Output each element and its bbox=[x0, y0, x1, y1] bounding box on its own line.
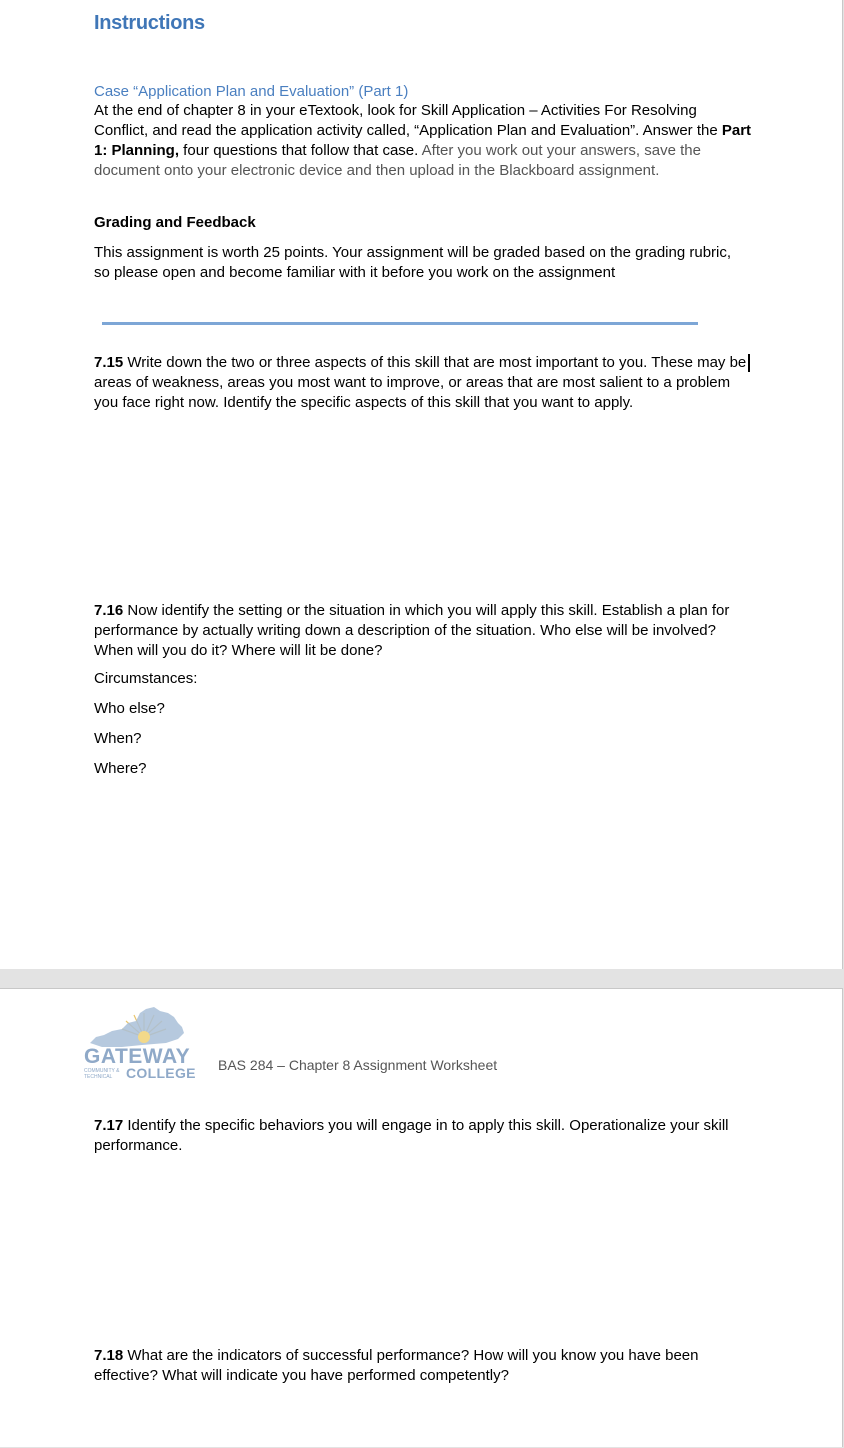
intro-paragraph[interactable] bbox=[94, 101, 754, 181]
intro-bold-part: Part 1: Planning, bbox=[94, 122, 752, 159]
circumstances-label[interactable]: Circumstances: bbox=[94, 670, 198, 687]
where-label[interactable]: Where? bbox=[94, 760, 147, 777]
intro-text-2: four questions that follow that case. bbox=[179, 142, 419, 159]
when-label[interactable]: When? bbox=[94, 730, 142, 747]
question-7-15-text: Write down the two or three aspects of this skill that are most important to you. These may be areas of weakness, areas you most want to improve, or areas that are most salient to a problem you face right now. Identify the specific aspects of this skill that you want to apply. bbox=[94, 354, 747, 411]
instructions-heading: Instructions bbox=[94, 12, 205, 34]
logo-community-text: COMMUNITY & TECHNICAL bbox=[84, 1068, 120, 1080]
grading-heading: Grading and Feedback bbox=[94, 214, 256, 231]
grading-paragraph[interactable]: This assignment is worth 25 points. Your assignment will be graded based on the grading rubric, so please open and become familiar with it before you work on the assignment bbox=[94, 244, 732, 281]
question-7-15[interactable] bbox=[94, 353, 750, 413]
question-7-16-text: Now identify the setting or the situation in which you will apply this skill. Establish a plan for performance by actually writing down a description of the situation. Who else will be involved? When will you do it? Where will lit be done? bbox=[94, 602, 730, 659]
intro-gray-text: After you work out your answers, save the document onto your electronic device and then upload in the Blackboard assignment. bbox=[94, 142, 701, 179]
question-7-18-number: 7.18 bbox=[94, 1347, 124, 1364]
case-title: Case “Application Plan and Evaluation” (Part 1) bbox=[94, 83, 409, 100]
question-7-15-number: 7.15 bbox=[94, 354, 124, 371]
question-7-18-text: What are the indicators of successful performance? How will you know you have been effective? What will indicate you have performed competently? bbox=[94, 1347, 699, 1384]
question-7-17[interactable] bbox=[94, 1116, 734, 1156]
text-cursor bbox=[746, 354, 750, 374]
question-7-18[interactable] bbox=[94, 1346, 734, 1386]
document-header-title: BAS 284 – Chapter 8 Assignment Worksheet bbox=[218, 1057, 498, 1073]
question-7-16[interactable] bbox=[94, 601, 740, 661]
intro-text-1: At the end of chapter 8 in your eTextook, look for Skill Application – Activities For Resolving Conflict, and read the application activity called, “Application Plan and Evaluation”. Answer the bbox=[94, 102, 722, 139]
logo-gateway-text: GATEWAY bbox=[84, 1045, 191, 1068]
who-else-label[interactable]: Who else? bbox=[94, 700, 165, 717]
question-7-17-text: Identify the specific behaviors you will engage in to apply this skill. Operationalize your skill performance. bbox=[94, 1117, 729, 1154]
document-page-2 bbox=[0, 988, 843, 1447]
question-7-17-number: 7.17 bbox=[94, 1117, 124, 1134]
logo-college-text: COLLEGE bbox=[126, 1065, 196, 1081]
section-divider bbox=[102, 322, 698, 325]
question-7-16-number: 7.16 bbox=[94, 602, 124, 619]
